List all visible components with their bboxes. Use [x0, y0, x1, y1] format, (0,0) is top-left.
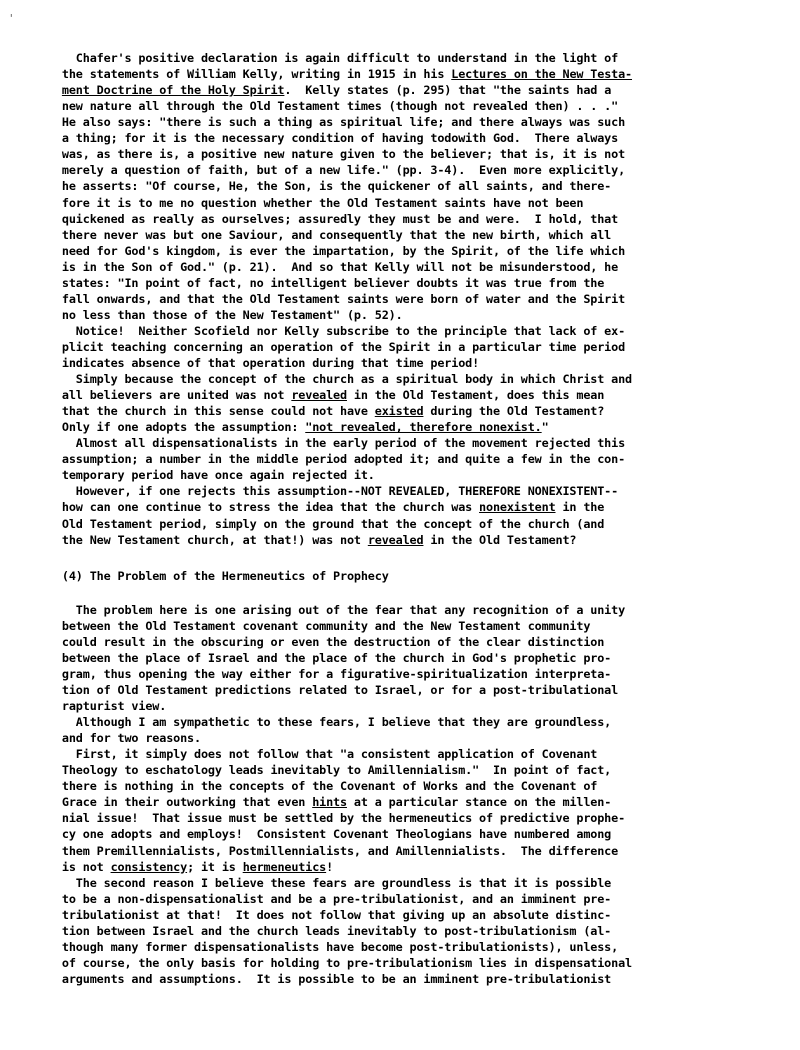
line-text: nial issue! That issue must be settled by the hermeneutics of predictive prophe-	[48, 811, 626, 826]
line-text: Old Testament period, simply on the ground that the concept of the church (and	[48, 516, 605, 531]
line-text: indicates absence of that operation during that time period!	[48, 355, 480, 370]
line-text: gram, thus opening the way either for a figurative-spiritualization interpreta-	[48, 666, 612, 681]
page-mark: '	[8, 12, 15, 25]
text-line	[48, 810, 625, 826]
text-line	[48, 602, 625, 618]
line-text: between the place of Israel and the place of the church in God's prophetic pro-	[48, 650, 612, 665]
line-text: Grace in their outworking that even	[48, 795, 313, 810]
line-text: though many former dispensationalists have become post-tribulationists), unless,	[48, 939, 619, 954]
text-line	[48, 971, 611, 987]
text-line	[48, 291, 625, 307]
line-text: Simply because the concept of the church as a spiritual body in which Christ and	[48, 372, 632, 386]
text-line	[48, 762, 611, 778]
line-text: at a particular stance on the millen-	[346, 795, 612, 810]
text-line	[48, 923, 611, 939]
line-text: Chafer's positive declaration is again difficult to understand in the light of	[48, 51, 619, 65]
line-text: fore it is to me no question whether the Old Testament saints have not been	[48, 195, 584, 210]
text-line	[48, 355, 479, 371]
line-text: there is nothing in the concepts of the Covenant of Works and the Covenant of	[48, 779, 598, 794]
text-line	[48, 403, 604, 419]
text-line	[48, 211, 618, 227]
line-text: in the	[555, 500, 605, 515]
line-text: new nature all through the Old Testament times (though not revealed then) . . ."	[48, 99, 619, 114]
line-text: to be a non-dispensationalist and be a pre-tribulationist, and an imminent pre-	[48, 891, 612, 906]
text-line	[48, 859, 333, 875]
line-text: is not	[48, 859, 111, 874]
underlined-phrase: "not revealed, therefore nonexist.	[305, 420, 542, 435]
line-text: and for two reasons.	[48, 731, 201, 746]
line-text: temporary period have once again rejected it.	[48, 468, 375, 483]
text-line	[48, 307, 403, 323]
text-line	[48, 516, 604, 532]
text-line	[48, 227, 611, 243]
underlined-phrase: hints	[312, 795, 347, 810]
text-line	[48, 634, 604, 650]
text-line	[48, 243, 625, 259]
line-text: all believers are united was not	[48, 388, 292, 403]
text-line	[48, 746, 597, 762]
text-line	[48, 666, 611, 682]
underlined-phrase: revealed	[367, 532, 424, 547]
text-line	[48, 130, 618, 146]
line-text: the New Testament church, at that!) was not	[48, 532, 368, 547]
text-line	[48, 339, 625, 355]
line-text: Although I am sympathetic to these fears, I believe that they are groundless,	[48, 715, 612, 730]
text-line	[48, 66, 632, 82]
line-text: rapturist view.	[48, 699, 167, 713]
text-line	[48, 114, 625, 130]
line-text: could result in the obscuring or even the destruction of the clear distinction	[48, 634, 605, 649]
line-text: how can one continue to stress the idea that the church was	[48, 500, 480, 515]
text-line	[48, 714, 611, 730]
line-text: them Premillennialists, Postmillennialists, and Amillennialists. The difference	[48, 843, 619, 858]
line-text: He also says: "there is such a thing as spiritual life; and there always was such	[48, 115, 626, 130]
underlined-phrase: hermeneutics	[242, 859, 327, 874]
line-text: need for God's kingdom, is ever the impartation, by the Spirit, of the life which	[48, 243, 626, 258]
line-text: First, it simply does not follow that "a consistent application of Covenant	[48, 747, 598, 762]
line-text: was, as there is, a positive new nature given to the believer; that is, it is not	[48, 147, 626, 162]
text-line	[48, 419, 549, 435]
line-text: The second reason I believe these fears are groundless is that it is possible	[48, 875, 612, 890]
line-text: Only if one adopts the assumption:	[48, 420, 306, 435]
line-text: . Kelly states (p. 295) that "the saints had a	[284, 83, 612, 98]
line-text: the statements of William Kelly, writing in 1915 in his	[48, 67, 452, 81]
line-text: "	[541, 420, 549, 435]
line-text: states: "In point of fact, no intelligent believer doubts it was true from the	[48, 275, 605, 290]
text-line	[48, 275, 604, 291]
line-text: in the Old Testament?	[423, 532, 577, 547]
text-line	[48, 451, 625, 467]
text-line	[48, 499, 604, 515]
text-line	[48, 146, 625, 162]
line-text: cy one adopts and employs! Consistent Covenant Theologians have numbered among	[48, 827, 612, 842]
text-line	[48, 178, 611, 194]
line-text: there never was but one Saviour, and consequently that the new birth, which all	[48, 227, 612, 242]
text-line	[48, 826, 611, 842]
line-text	[48, 83, 62, 97]
text-line	[48, 698, 166, 714]
line-text: of course, the only basis for holding to pre-tribulationism lies in dispensational	[48, 955, 632, 970]
line-text: !	[326, 859, 334, 874]
line-text: (4) The Problem of the Hermeneutics of Prophecy	[48, 568, 389, 583]
line-text: Theology to eschatology leads inevitably to Amillennialism." In point of fact,	[48, 763, 612, 778]
line-text: tion of Old Testament predictions related to Israel, or for a post-tribulational	[48, 683, 619, 697]
text-line	[48, 50, 618, 66]
text-line	[48, 435, 625, 451]
text-line	[48, 955, 632, 971]
text-line	[48, 82, 611, 98]
line-text: However, if one rejects this assumption--NOT REVEALED, THEREFORE NONEXISTENT--	[48, 484, 619, 499]
line-text: he asserts: "Of course, He, the Son, is the quickener of all saints, and there-	[48, 179, 612, 194]
line-text: The problem here is one arising out of the fear that any recognition of a unity	[48, 602, 626, 617]
text-line	[48, 259, 618, 275]
text-line	[48, 387, 604, 403]
line-text: that the church in this sense could not have	[48, 404, 375, 419]
text-line	[48, 98, 618, 114]
line-text: is in the Son of God." (p. 21). And so that Kelly will not be misunderstood, he	[48, 259, 619, 274]
underlined-phrase: Lectures on the New Testa-	[451, 67, 633, 81]
text-line	[48, 778, 597, 794]
text-line	[48, 195, 583, 211]
text-line	[48, 794, 611, 810]
text-line	[48, 467, 375, 483]
text-line	[48, 875, 611, 891]
underlined-phrase: nonexistent	[479, 500, 556, 515]
text-line	[48, 162, 625, 178]
underlined-phrase: consistency	[110, 859, 188, 874]
line-text: fall onwards, and that the Old Testament saints were born of water and the Spirit	[48, 291, 626, 306]
text-line	[48, 323, 625, 339]
text-line	[48, 371, 632, 387]
text-line	[48, 483, 618, 499]
line-text: tion between Israel and the church leads inevitably to post-tribulationism (al-	[48, 923, 612, 938]
line-text: plicit teaching concerning an operation of the Spirit in a particular time period	[48, 339, 626, 354]
text-line	[48, 907, 611, 923]
underlined-phrase: revealed	[291, 388, 347, 403]
line-text: ; it is	[187, 859, 243, 874]
line-text: merely a question of faith, but of a new life." (pp. 3-4). Even more explicitly,	[48, 163, 626, 178]
line-text: quickened as really as ourselves; assuredly they must be and were. I hold, that	[48, 211, 619, 226]
text-line	[48, 650, 611, 666]
text-line	[48, 891, 611, 907]
line-text: Notice! Neither Scofield nor Kelly subscribe to the principle that lack of ex-	[48, 323, 626, 338]
text-line	[48, 618, 590, 634]
text-line	[48, 532, 576, 548]
line-text: assumption; a number in the middle period adopted it; and quite a few in the con-	[48, 452, 626, 467]
line-text: Almost all dispensationalists in the early period of the movement rejected this	[48, 436, 626, 451]
line-text: between the Old Testament covenant community and the New Testament community	[48, 618, 591, 633]
line-text: a thing; for it is the necessary condition of having todowith God. There always	[48, 131, 619, 146]
text-line	[48, 568, 389, 584]
text-line	[48, 843, 618, 859]
text-line	[48, 682, 618, 698]
line-text: no less than those of the New Testament" (p. 52).	[48, 307, 403, 322]
text-line	[48, 730, 201, 746]
underlined-phrase: ment Doctrine of the Holy Spirit	[61, 83, 285, 98]
underlined-phrase: existed	[374, 404, 424, 419]
line-text: during the Old Testament?	[423, 404, 605, 419]
line-text: arguments and assumptions. It is possible to be an imminent pre-tribulationist	[48, 971, 612, 986]
line-text: tribulationist at that! It does not follow that giving up an absolute distinc-	[48, 907, 612, 922]
line-text: in the Old Testament, does this mean	[346, 388, 605, 403]
text-line	[48, 939, 618, 955]
